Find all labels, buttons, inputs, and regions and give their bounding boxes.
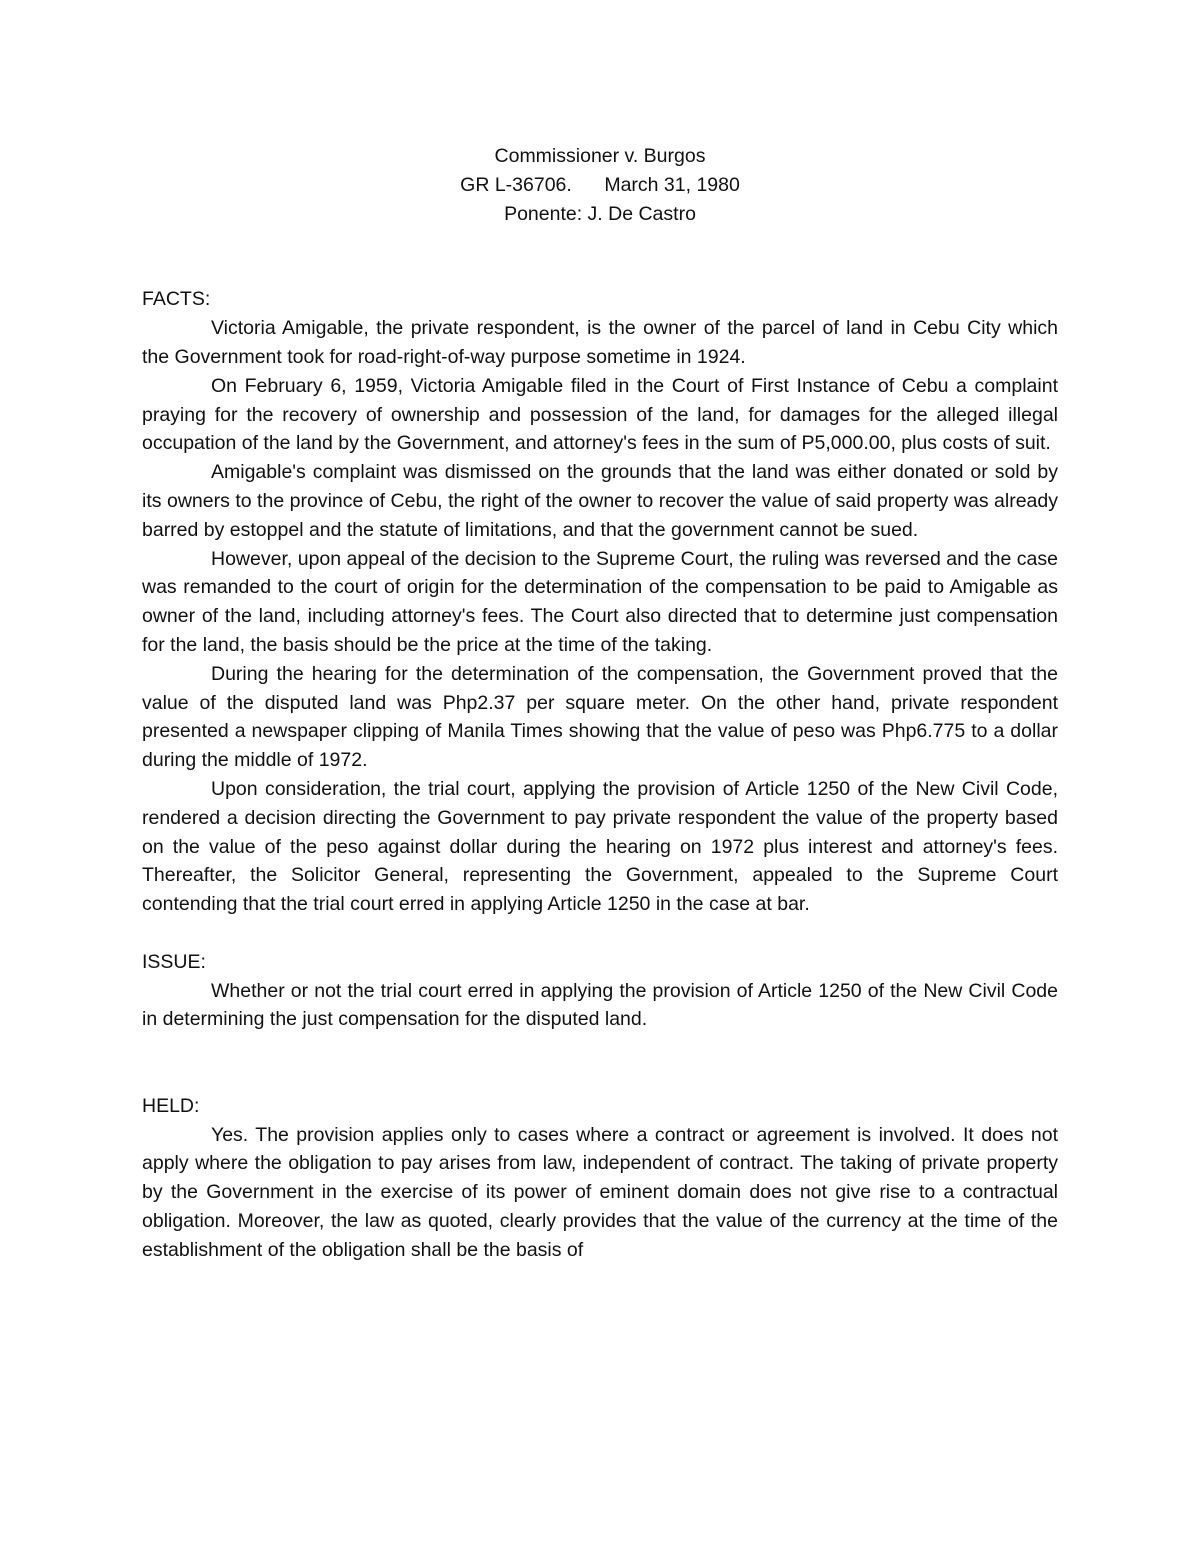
facts-paragraph: Amigable's complaint was dismissed on the grounds that the land was either donated or sold by its owners to the province of Cebu, the right of the owner to recover the value of said property was already barred by estoppel and the statute of limitations, and that the government cannot be sued. [142,461,1058,541]
document-page [142,142,1058,1264]
facts-paragraph: However, upon appeal of the decision to the Supreme Court, the ruling was reversed and the case was remanded to the court of origin for the determination of the compensation to be paid to Amigable as owner of the land, including attorney's fees. The Court also directed that to determine just compensation for the land, the basis should be the price at the time of the taking. [142,547,1058,656]
ponente: Ponente: J. De Castro [504,202,696,225]
issue-paragraph: Whether or not the trial court erred in applying the provision of Article 1250 of the New Civil Code in determining the just compensation for the disputed land. [142,979,1058,1031]
case-title: Commissioner v. Burgos [494,145,706,167]
facts-paragraph: Victoria Amigable, the private respondent, is the owner of the parcel of land in Cebu City which the Government took for road-right-of-way purpose sometime in 1924. [142,317,1058,368]
issue-heading: ISSUE: [142,950,206,973]
issue-section [142,948,1058,1034]
spacer [142,1034,1058,1092]
held-heading: HELD: [142,1094,200,1117]
held-section [142,1092,1058,1265]
facts-paragraph: Upon consideration, the trial court, applying the provision of Article 1250 of the New Civil Code, rendered a decision directing the Government to pay private respondent the value of the property based on the value of the peso against dollar during the hearing on 1972 plus interest and attorney's fees. Thereafter, the Solicitor General, representing the Government, appealed to the Supreme Court contending that the trial court erred in applying Article 1250 in the case at bar. [142,777,1058,916]
spacer [142,919,1058,948]
case-header [142,142,1058,228]
facts-section [142,285,1058,919]
spacer [142,228,1058,285]
facts-paragraph: During the hearing for the determination of the compensation, the Government proved that the value of the disputed land was Php2.37 per square meter. On the other hand, private respondent presented a newspaper clipping of Manila Times showing that the value of peso was Php6.775 to a dollar during the middle of 1972. [142,662,1058,772]
case-number-date: GR L-36706. March 31, 1980 [460,173,740,196]
held-paragraph: Yes. The provision applies only to cases where a contract or agreement is involved. It does not apply where the obligation to pay arises from law, independent of contract. The taking of private property by the Government in the exercise of its power of eminent domain does not give rise to a contractual obligation. Moreover, the law as quoted, clearly provides that the value of the currency at the time of the establishment of the obligation shall be the basis of [142,1123,1058,1261]
facts-heading: FACTS: [142,288,211,311]
facts-paragraph: On February 6, 1959, Victoria Amigable filed in the Court of First Instance of Cebu a complaint praying for the recovery of ownership and possession of the land, for damages for the alleged illegal occupation of the land by the Government, and attorney's fees in the sum of P5,000.00, plus costs of suit. [142,374,1058,455]
